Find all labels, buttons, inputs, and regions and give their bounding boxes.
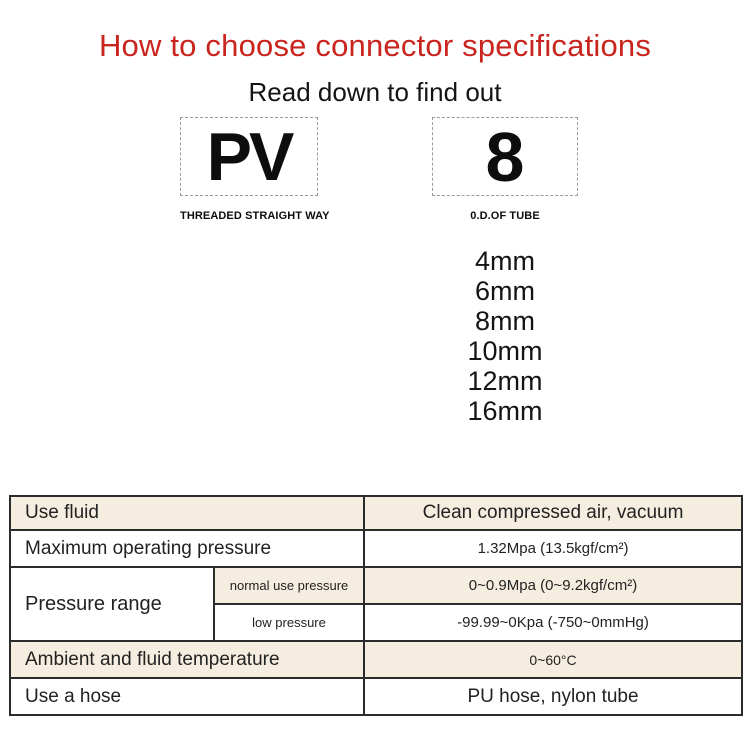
table-row-hose bbox=[10, 678, 742, 715]
max-pressure-value: 1.32Mpa (13.5kgf/cm²) bbox=[364, 530, 742, 567]
page-title: How to choose connector specifications bbox=[98, 28, 652, 63]
size-option: 6mm bbox=[475, 276, 535, 306]
size-option: 10mm bbox=[467, 336, 543, 366]
size-option: 12mm bbox=[467, 366, 543, 396]
pressure-range-label: Pressure range bbox=[10, 567, 214, 641]
tube-size-box bbox=[432, 117, 578, 196]
spec-table bbox=[9, 495, 743, 716]
table-row-use-fluid bbox=[10, 496, 742, 530]
tube-size-options bbox=[430, 246, 580, 426]
table-row-max-pressure bbox=[10, 530, 742, 567]
normal-pressure-label: normal use pressure bbox=[214, 567, 364, 604]
model-code-box bbox=[180, 117, 318, 196]
temperature-label: Ambient and fluid temperature bbox=[10, 641, 364, 678]
table-row-temperature bbox=[10, 641, 742, 678]
model-caption: THREADED STRAIGHT WAY bbox=[180, 210, 330, 222]
table-row-pressure-normal bbox=[10, 567, 742, 604]
max-pressure-label: Maximum operating pressure bbox=[10, 530, 364, 567]
low-pressure-value: -99.99~0Kpa (-750~0mmHg) bbox=[364, 604, 742, 641]
size-option: 8mm bbox=[475, 306, 535, 336]
use-fluid-label: Use fluid bbox=[10, 496, 364, 530]
low-pressure-label: low pressure bbox=[214, 604, 364, 641]
use-fluid-value: Clean compressed air, vacuum bbox=[364, 496, 742, 530]
hose-value: PU hose, nylon tube bbox=[364, 678, 742, 715]
tube-caption: 0.D.OF TUBE bbox=[470, 210, 540, 222]
model-spec-group bbox=[180, 117, 330, 222]
size-option: 16mm bbox=[467, 396, 543, 426]
tube-size-code: 8 bbox=[485, 117, 525, 196]
model-code: PV bbox=[206, 118, 292, 195]
page-subtitle: Read down to find out bbox=[248, 77, 502, 107]
hose-label: Use a hose bbox=[10, 678, 364, 715]
temperature-value: 0~60°C bbox=[364, 641, 742, 678]
tube-spec-group bbox=[432, 117, 578, 222]
normal-pressure-value: 0~0.9Mpa (0~9.2kgf/cm²) bbox=[364, 567, 742, 604]
size-option: 4mm bbox=[475, 246, 535, 276]
